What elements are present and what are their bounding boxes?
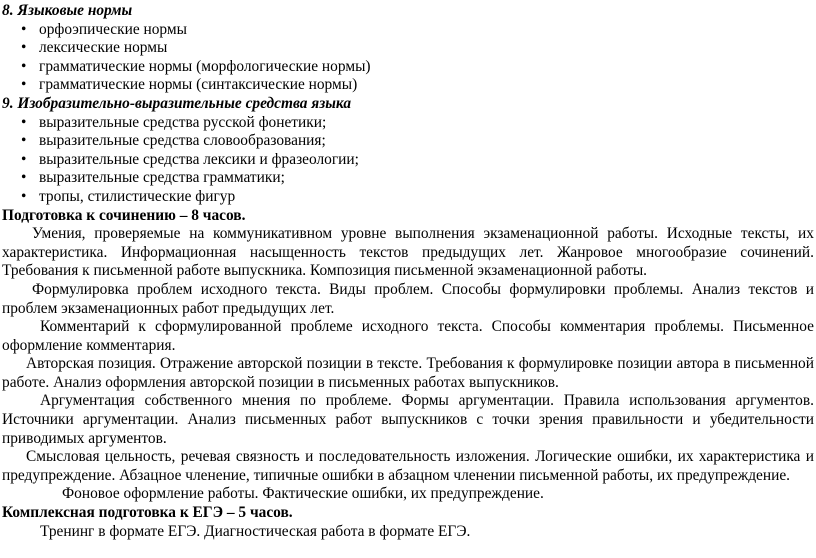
paragraph: Комментарий к сформулированной проблеме исходного текста. Способы комментария проблемы. Письменное оформление комментария.: [2, 318, 814, 354]
bullet-icon: •: [21, 76, 27, 94]
list-item: • грамматические нормы (синтаксические нормы): [21, 76, 358, 94]
list-item: • выразительные средства грамматики;: [21, 169, 285, 187]
essay-section-title: Подготовка к сочинению – 8 часов.: [2, 206, 246, 224]
exam-section-title: Комплексная подготовка к ЕГЭ – 5 часов.: [2, 504, 293, 522]
bullet-icon: •: [21, 150, 27, 168]
list-item: • выразительные средства русской фонетики;: [21, 113, 327, 131]
section-8-list: [2, 21, 814, 95]
paragraph: Умения, проверяемые на коммуникативном уровне выполнения экзаменационной работы. Исходные тексты, их характеристика. Информационная насыщенность текстов предыдущих лет. Жанровое многообразие сочинений. Требования к письменной работе выпускника. Композиция письменной экзаменационной работы.: [2, 225, 814, 280]
bullet-icon: •: [21, 57, 27, 75]
section-9-title: 9. Изобразительно-выразительные средства языка: [2, 94, 352, 112]
paragraph: Аргументация собственного мнения по проблеме. Формы аргументации. Правила использования аргументов. Источники аргументации. Анализ письменных работ выпускников с точки зрения правильности и убедительности приводимых аргументов.: [2, 392, 814, 447]
list-item: • тропы, стилистические фигур: [21, 187, 236, 205]
list-item: • выразительные средства словообразования;: [21, 132, 326, 150]
bullet-icon: •: [21, 20, 27, 38]
paragraph: Фоновое оформление работы. Фактические ошибки, их предупреждение.: [62, 485, 544, 503]
bullet-icon: •: [21, 113, 27, 131]
paragraph: Тренинг в формате ЕГЭ. Диагностическая работа в формате ЕГЭ.: [40, 522, 471, 540]
list-item: • выразительные средства лексики и фразеологии;: [21, 150, 359, 168]
bullet-icon: •: [21, 39, 27, 57]
section-8-title: 8. Языковые нормы: [2, 2, 133, 19]
paragraph: Авторская позиция. Отражение авторской позиции в тексте. Требования к формулировке позиции автора в письменной работе. Анализ оформления авторской позиции в письменных работах выпускников.: [2, 355, 814, 391]
paragraph: Формулировка проблем исходного текста. Виды проблем. Способы формулировки проблемы. Анализ текстов и проблем экзаменационных работ предыдущих лет.: [2, 280, 814, 317]
bullet-icon: •: [21, 132, 27, 150]
section-9-list: [2, 114, 814, 207]
list-item: • грамматические нормы (морфологические нормы): [21, 57, 371, 75]
bullet-icon: •: [21, 187, 27, 205]
bullet-icon: •: [21, 169, 27, 187]
list-item: • лексические нормы: [21, 39, 168, 57]
paragraph: Смысловая цельность, речевая связность и последовательность изложения. Логические ошибки, их характеристика и предупреждение. Абзацное членение, типичные ошибки в абзацном членении письменной работы, их предупреждение.: [2, 448, 814, 484]
list-item: • орфоэпические нормы: [21, 20, 187, 38]
